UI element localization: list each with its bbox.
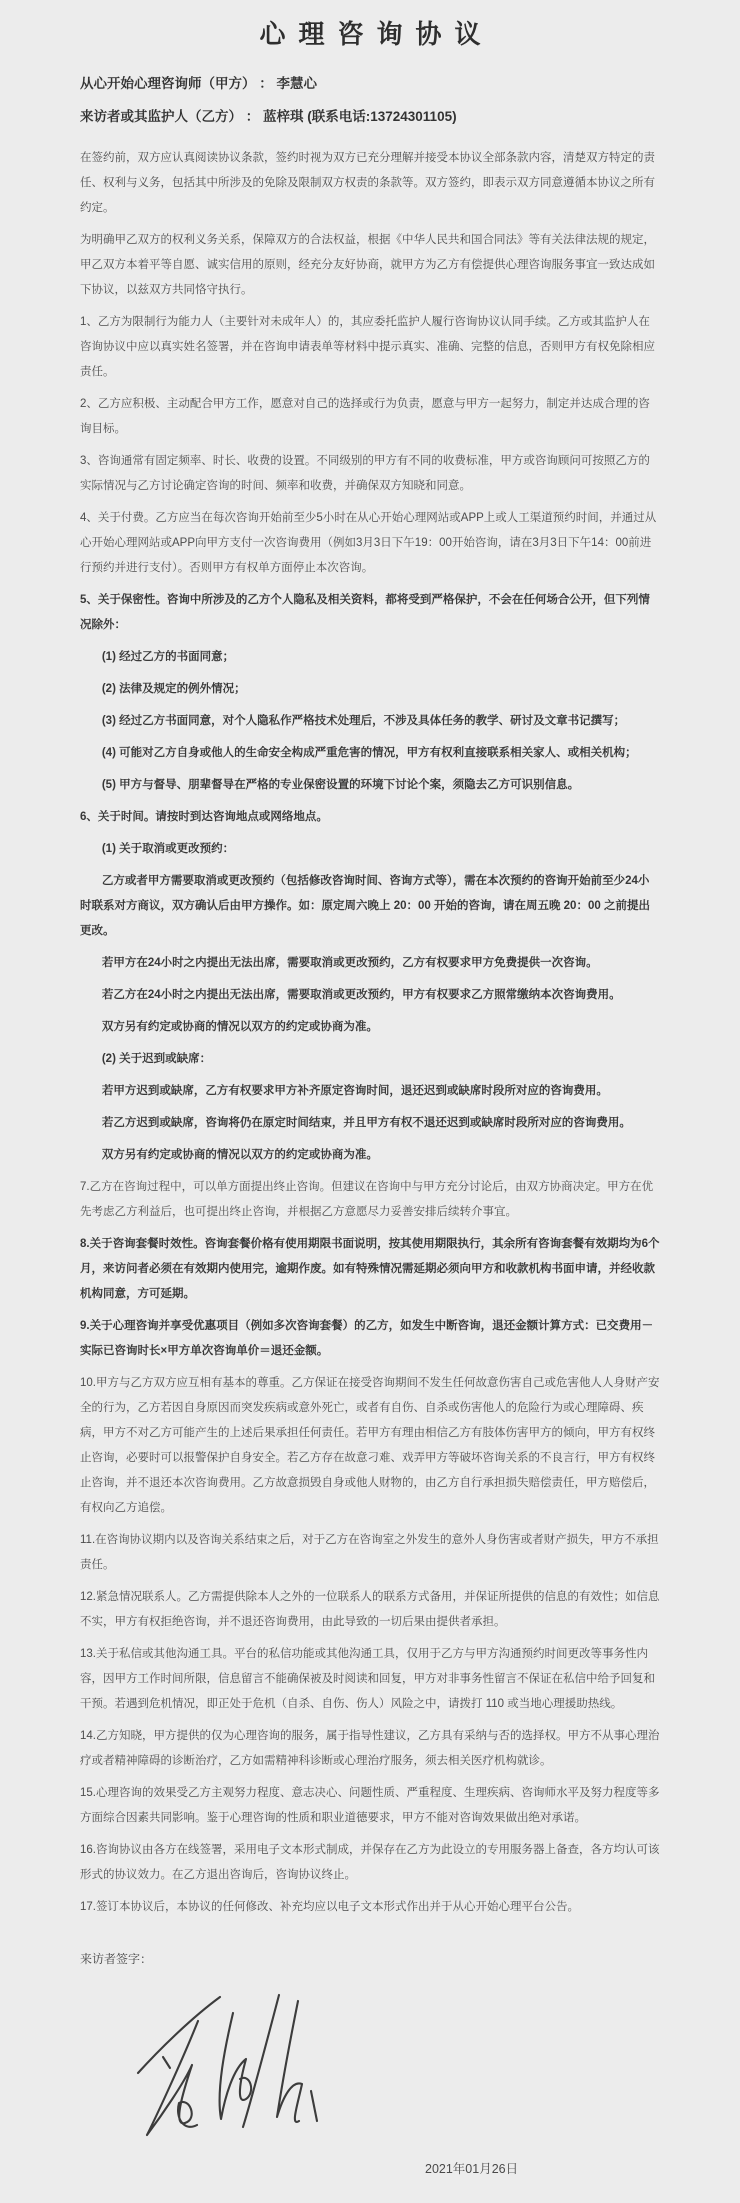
party-b-line: 来访者或其监护人（乙方） ： 蓝梓琪 (联系电话:13724301105) (80, 109, 457, 124)
clause-paragraph: 2、乙方应积极、主动配合甲方工作，愿意对自己的选择或行为负责，愿意与甲方一起努力，制定并达成合理的咨询目标。 (80, 398, 650, 435)
clause-paragraph: (4) 可能对乙方自身或他人的生命安全构成严重危害的情况，甲方有权利直接联系相关家人、或相关机构； (101, 747, 637, 759)
clause-paragraph: 双方另有约定或协商的情况以双方的约定或协商为准。 (101, 1021, 378, 1033)
clause-paragraph: 乙方或者甲方需要取消或更改预约（包括修改咨询时间、咨询方式等），需在本次预约的咨询开始前至少24小时联系对方商议，双方确认后由甲方操作。如：原定周六晚上 20：00 开始的咨询，请在周五晚 20：00 之前提出更改。 (80, 875, 650, 937)
party-a-line: 从心开始心理咨询师（甲方） ： 李慧心 (80, 76, 318, 91)
clause-paragraph: 16.咨询协议由各方在线签署，采用电子文本形式制成，并保存在乙方为此设立的专用服务器上备查，各方均认可该形式的协议效力。在乙方退出咨询后，咨询协议终止。 (80, 1844, 660, 1881)
clause-paragraph: (5) 甲方与督导、朋辈督导在严格的专业保密设置的环境下讨论个案，须隐去乙方可识别信息。 (101, 779, 580, 791)
clause-paragraph: 若乙方迟到或缺席，咨询将仍在原定时间结束，并且甲方有权不退还迟到或缺席时段所对应的咨询费用。 (101, 1117, 631, 1129)
clause-paragraph: (1) 经过乙方的书面同意； (101, 651, 235, 663)
clause-paragraph: 为明确甲乙双方的权利义务关系，保障双方的合法权益，根据《中华人民共和国合同法》等有关法律法规的规定，甲乙双方本着平等自愿、诚实信用的原则，经充分友好协商，就甲方为乙方有偿提供心理咨询服务事宜一致达成如下协议，以兹双方共同恪守执行。 (80, 234, 655, 296)
page-title: 心理咨询协议 (259, 19, 494, 49)
signature-scrawl-icon (132, 1985, 337, 2143)
clause-paragraph: 4、关于付费。乙方应当在每次咨询开始前至少5小时在从心开始心理网站或APP上或人工渠道预约时间，并通过从心开始心理网站或APP向甲方支付一次咨询费用（例如3月3日下午19：00开始咨询，请在3月3日下午14：00前进行预约并进行支付）。否则甲方有权单方面停止本次咨询。 (80, 512, 657, 574)
clause-paragraph: 在签约前，双方应认真阅读协议条款，签约时视为双方已充分理解并接受本协议全部条款内容，清楚双方特定的责任、权利与义务，包括其中所涉及的免除及限制双方权责的条款等。双方签约，即表示双方同意遵循本协议之所有约定。 (80, 152, 655, 214)
clause-paragraph: 双方另有约定或协商的情况以双方的约定或协商为准。 (101, 1149, 378, 1161)
clause-paragraph: 11.在咨询协议期内以及咨询关系结束之后，对于乙方在咨询室之外发生的意外人身伤害或者财产损失，甲方不承担责任。 (80, 1534, 659, 1571)
clause-paragraph: 12.紧急情况联系人。乙方需提供除本人之外的一位联系人的联系方式备用，并保证所提供的信息的有效性；如信息不实，甲方有权拒绝咨询，并不退还咨询费用，由此导致的一切后果由提供者承担。 (80, 1591, 660, 1628)
clause-paragraph: 若甲方在24小时之内提出无法出席，需要取消或更改预约，乙方有权要求甲方免费提供一次咨询。 (101, 957, 598, 969)
signature-date: 2021年01月26日 (425, 2162, 519, 2176)
clause-paragraph: (3) 经过乙方书面同意，对个人隐私作严格技术处理后，不涉及具体任务的教学、研讨及文章书记撰写； (101, 715, 626, 727)
clause-paragraph: (2) 关于迟到或缺席： (101, 1053, 212, 1065)
clause-paragraph: 1、乙方为限制行为能力人（主要针对未成年人）的，其应委托监护人履行咨询协议认同手续。乙方或其监护人在咨询协议中应以真实姓名签署，并在咨询申请表单等材料中提示真实、准确、完整的信息，否则甲方有权免除相应责任。 (80, 316, 655, 378)
clauses (80, 146, 660, 1920)
clause-paragraph: 7.乙方在咨询过程中，可以单方面提出终止咨询。但建议在咨询中与甲方充分讨论后，由双方协商决定。甲方在优先考虑乙方利益后，也可提出终止咨询，并根据乙方意愿尽力妥善安排后续转介事宜。 (80, 1181, 654, 1218)
clause-paragraph: 9.关于心理咨询并享受优惠项目（例如多次咨询套餐）的乙方，如发生中断咨询，退还金额计算方式：已交费用－实际已咨询时长×甲方单次咨询单价＝退还金额。 (80, 1320, 654, 1357)
visitor-signature (132, 1985, 337, 2143)
signature-label: 来访者签字： (80, 1952, 153, 1966)
clause-paragraph: (1) 关于取消或更改预约： (101, 843, 235, 855)
clause-paragraph: 3、咨询通常有固定频率、时长、收费的设置。不同级别的甲方有不同的收费标准，甲方或咨询顾问可按照乙方的实际情况与乙方讨论确定咨询的时间、频率和收费，并确保双方知晓和同意。 (80, 455, 650, 492)
clause-paragraph: 13.关于私信或其他沟通工具。平台的私信功能或其他沟通工具，仅用于乙方与甲方沟通预约时间更改等事务性内容，因甲方工作时间所限，信息留言不能确保被及时阅读和回复，甲方对非事务性留言不保证在私信中给予回复和干预。若遇到危机情况，即正处于危机（自杀、自伤、伤人）风险之中，请拨打 110 或当地心理援助热线。 (80, 1648, 655, 1710)
clause-paragraph: (2) 法律及规定的例外情况； (101, 683, 246, 695)
clause-paragraph: 10.甲方与乙方双方应互相有基本的尊重。乙方保证在接受咨询期间不发生任何故意伤害自己或危害他人人身财产安全的行为，乙方若因自身原因而突发疾病或意外死亡，或者有自伤、自杀或伤害他人的危险行为或心理障碍、疾病，甲方不对乙方可能产生的上述后果承担任何责任。若甲方有理由相信乙方有肢体伤害甲方的倾向，甲方有权终止咨询，必要时可以报警保护自身安全。若乙方存在故意刁难、戏弄甲方等破坏咨询关系的不良言行，甲方有权终止咨询，并不退还本次咨询费用。乙方故意损毁自身或他人财物的，由乙方自行承担损失赔偿责任，甲方赔偿后，有权向乙方追偿。 (80, 1377, 660, 1514)
clause-paragraph: 5、关于保密性。咨询中所涉及的乙方个人隐私及相关资料，都将受到严格保护，不会在任何场合公开，但下列情况除外： (80, 594, 650, 631)
clause-paragraph: 若甲方迟到或缺席，乙方有权要求甲方补齐原定咨询时间，退还迟到或缺席时段所对应的咨询费用。 (101, 1085, 608, 1097)
clause-paragraph: 6、关于时间。请按时到达咨询地点或网络地点。 (80, 811, 328, 823)
clause-paragraph: 14.乙方知晓，甲方提供的仅为心理咨询的服务，属于指导性建议，乙方具有采纳与否的选择权。甲方不从事心理治疗或者精神障碍的诊断治疗，乙方如需精神科诊断或心理治疗服务，须去相关医疗机构就诊。 (80, 1730, 660, 1767)
clause-paragraph: 8.关于咨询套餐时效性。咨询套餐价格有使用期限书面说明，按其使用期限执行，其余所有咨询套餐有效期均为6个月，来访问者必须在有效期内使用完，逾期作废。如有特殊情况需延期必须向甲方和收款机构书面申请，并经收款机构同意，方可延期。 (80, 1238, 660, 1300)
clause-paragraph: 15.心理咨询的效果受乙方主观努力程度、意志决心、问题性质、严重程度、生理疾病、咨询师水平及努力程度等多方面综合因素共同影响。鉴于心理咨询的性质和职业道德要求，甲方不能对咨询效果做出绝对承诺。 (80, 1787, 660, 1824)
clause-paragraph: 若乙方在24小时之内提出无法出席，需要取消或更改预约，甲方有权要求乙方照常缴纳本次咨询费用。 (101, 989, 621, 1001)
clause-paragraph: 17.签订本协议后，本协议的任何修改、补充均应以电子文本形式作出并于从心开始心理平台公告。 (80, 1901, 579, 1913)
